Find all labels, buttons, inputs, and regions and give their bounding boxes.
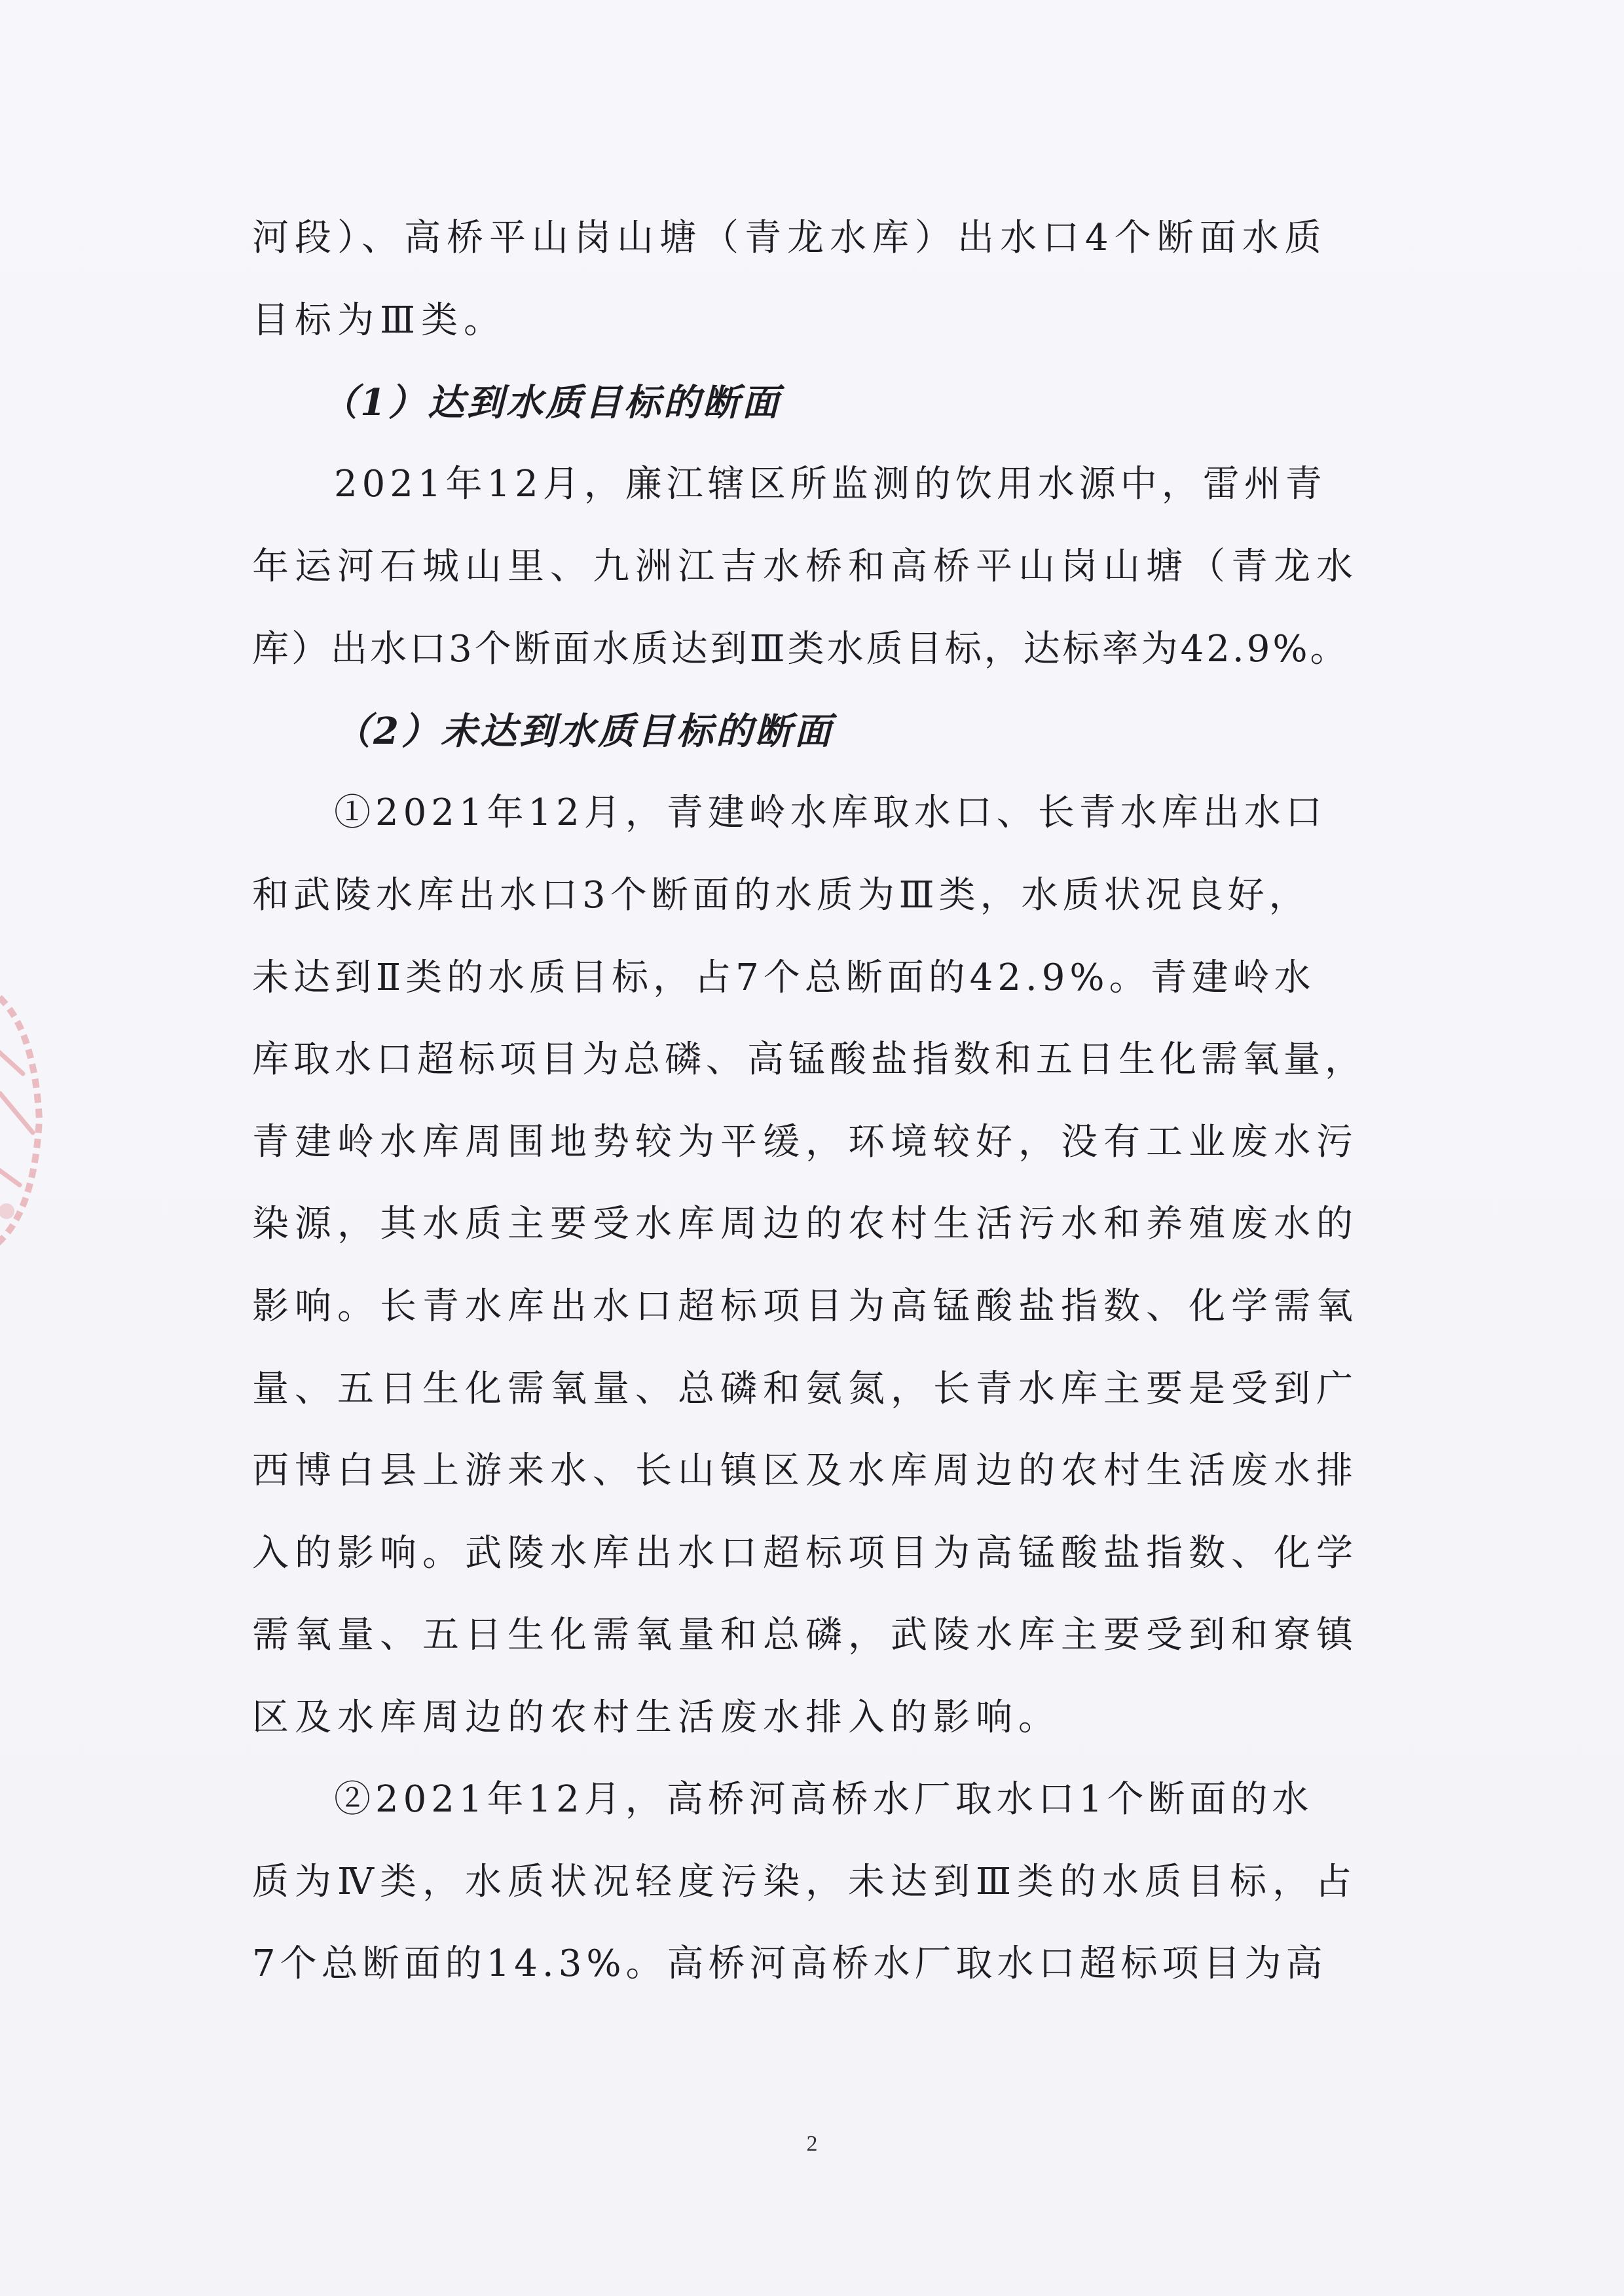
text-line-18: 需氧量、五日生化需氧量和总磷，武陵水库主要受到和寮镇 bbox=[252, 1614, 1359, 1656]
text-line-4: 2021年12月，廉江辖区所监测的饮用水源中，雷州青 bbox=[334, 463, 1327, 505]
text-line-6: 库）出水口3个断面水质达到Ⅲ类水质目标，达标率为42.9%。 bbox=[252, 628, 1350, 670]
text-line-19: 区及水库周边的农村生活废水排入的影响。 bbox=[252, 1696, 1061, 1739]
text-line-16: 西博白县上游来水、长山镇区及水库周边的农村生活废水排 bbox=[252, 1449, 1359, 1492]
text-line-12: 青建岭水库周围地势较为平缓，环境较好，没有工业废水污 bbox=[252, 1121, 1359, 1163]
section-heading-1: （1）达到水质目标的断面 bbox=[321, 381, 781, 424]
text-line-8: ①2021年12月，青建岭水库取水口、长青水库出水口 bbox=[334, 792, 1327, 834]
text-line-13: 染源，其水质主要受水库周边的农村生活污水和养殖废水的 bbox=[252, 1203, 1359, 1245]
text-line-9: 和武陵水库出水口3个断面的水质为Ⅲ类，水质状况良好， bbox=[252, 874, 1310, 917]
text-line-2: 目标为Ⅲ类。 bbox=[252, 299, 507, 342]
text-line-20: ②2021年12月，高桥河高桥水厂取水口1个断面的水 bbox=[334, 1778, 1314, 1821]
text-line-17: 入的影响。武陵水库出水口超标项目为高锰酸盐指数、化学 bbox=[252, 1532, 1359, 1575]
text-line-1: 河段）、高桥平山岗山塘（青龙水库）出水口4个断面水质 bbox=[252, 217, 1327, 259]
page-number: 2 bbox=[806, 2132, 818, 2156]
text-line-21: 质为Ⅳ类，水质状况轻度污染，未达到Ⅲ类的水质目标，占 bbox=[252, 1861, 1357, 1903]
section-heading-2: （2）未达到水质目标的断面 bbox=[334, 710, 834, 753]
red-seal-fragment bbox=[0, 962, 65, 1277]
text-line-5: 年运河石城山里、九洲江吉水桥和高桥平山岗山塘（青龙水 bbox=[252, 545, 1359, 588]
text-line-15: 量、五日生化需氧量、总磷和氨氮，长青水库主要是受到广 bbox=[252, 1368, 1359, 1410]
text-line-22: 7个总断面的14.3%。高桥河高桥水厂取水口超标项目为高 bbox=[252, 1942, 1327, 1985]
text-line-14: 影响。长青水库出水口超标项目为高锰酸盐指数、化学需氧 bbox=[252, 1285, 1359, 1328]
text-line-10: 未达到Ⅱ类的水质目标，占7个总断面的42.9%。青建岭水 bbox=[252, 957, 1316, 999]
text-line-11: 库取水口超标项目为总磷、高锰酸盐指数和五日生化需氧量， bbox=[252, 1038, 1366, 1081]
